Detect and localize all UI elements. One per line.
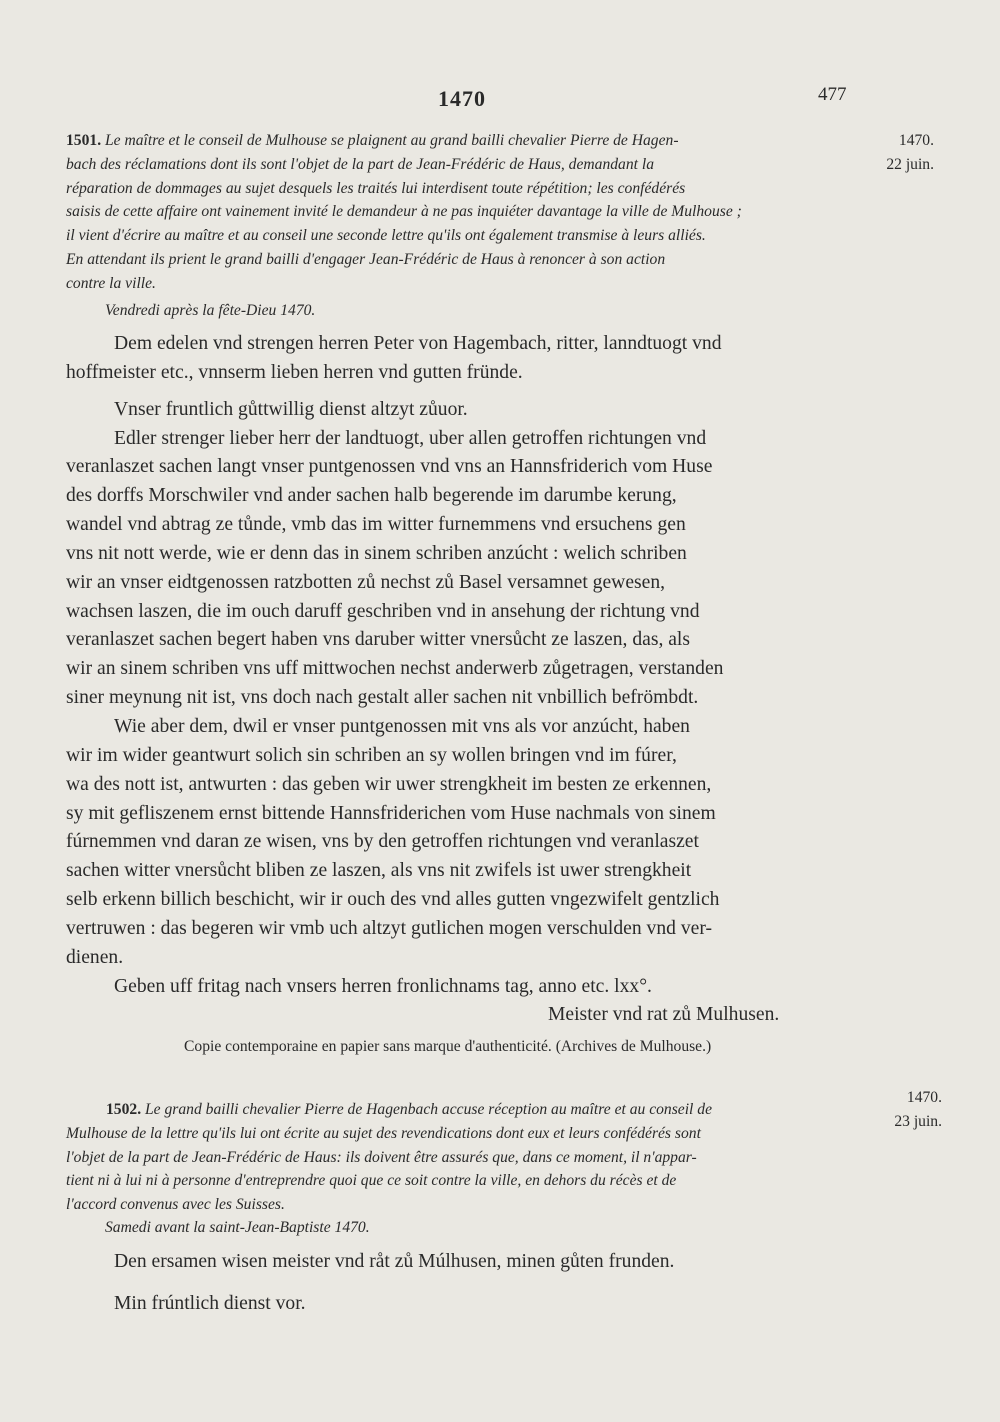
doc-1501-summary-line: contre la ville. <box>66 274 156 292</box>
letter-closing-date: Geben uff fritag nach vnsers herren fronlichnams tag, anno etc. lxx°. <box>114 975 652 997</box>
letter-salutation: Vnser fruntlich gůttwillig dienst altzyt zůuor. <box>114 398 468 420</box>
letter-paragraph: Wie aber dem, dwil er vnser puntgenossen mit vns als vor anzúcht, haben wir im wider geantwurt solich sin schriben an sy wollen bringen vnd im fúrer, wa des nott ist, antwurten : das geben wir uwer strengkheit im besten ze erkennen, sy mit gefliszenem ernst bittende Hannsfriderichen vom Huse nachmals von sinem fúrnemmen vnd daran ze wisen, vns by den getroffen richtungen vnd veranlaszet sachen witter vnersůcht bliben ze laszen, als vns nit zwifels ist uwer strengkheit selb erkenn billich beschicht, wir ir ouch des vnd alles gutten vngezwifelt gentzlich vertruwen : das begeren wir vmb uch altzyt gutlichen mogen verschulden vnd ver- dienen. <box>66 715 720 968</box>
doc-1502-summary-line: l'accord convenus avec les Suisses. <box>66 1196 285 1214</box>
doc-1501-summary-line: En attendant ils prient le grand bailli d'engager Jean-Frédéric de Haus à renoncer à son action <box>66 250 666 268</box>
doc-1501-summary-line: saisis de cette affaire ont vainement invité le demandeur à ne pas inquiéter davantage la ville de Mulhouse ; <box>66 203 742 221</box>
page-number: 477 <box>818 84 847 105</box>
doc-1501-summary <box>66 129 742 296</box>
margin-day: 23 juin. <box>894 1112 942 1130</box>
doc-1501-letter-body <box>66 330 779 1030</box>
doc-1501-dateline: Vendredi après la fête-Dieu 1470. <box>105 302 316 319</box>
doc-1502-address: Den ersamen wisen meister vnd råt zů Múlhusen, minen gůten frunden. <box>114 1251 675 1272</box>
doc-1501-source-note: Copie contemporaine en papier sans marque d'authenticité. (Archives de Mulhouse.) <box>184 1038 712 1055</box>
doc-1502-summary-line: tient ni à lui ni à personne d'entreprendre quoi que ce soit contre la ville, en dehors du récès et de <box>66 1172 677 1190</box>
doc-1501-number: 1501. <box>66 132 102 149</box>
doc-1502-number: 1502. <box>106 1101 142 1118</box>
doc-1502-summary-line: Mulhouse de la lettre qu'ils lui ont écrite au sujet des revendications dont eux et leurs confédérés sont <box>66 1124 701 1142</box>
doc-1502-summary-line: 1502. Le grand bailli chevalier Pierre de Hagenbach accuse réception au maître et au conseil de <box>106 1101 713 1118</box>
doc-1501-summary-line: réparation de dommages au sujet desquels les traités lui interdisent toute répétition; les confédérés <box>66 179 686 197</box>
running-header-year: 1470 <box>438 86 486 111</box>
doc-1501-margin-date <box>872 129 934 177</box>
doc-1502-salutation: Min frúntlich dienst vor. <box>114 1293 306 1314</box>
letter-paragraph: Edler strenger lieber herr der landtuogt, uber allen getroffen richtungen vnd veranlaszet sachen langt vnser puntgenossen vnd vns an Hannsfriderich vom Huse des dorffs Morschwiler vnd ander sachen halb begerende im darumbe kerung, wandel vnd abtrag ze tůnde, vmb das im witter furnemmens vnd ersuchens gen vns nit nott werde, wie er denn das in sinem schriben anzúcht : welich schriben wir an vnser eidtgenossen ratzbotten zů nechst zů Basel versamnet gewesen, wachsen laszen, die im ouch daruff geschriben vnd in ansehung der richtung vnd veranlaszet sachen begert haben vns daruber witter vnersůcht ze laszen, das, als wir an sinem schriben vns uff mittwochen nechst anderwerb zůgetragen, verstanden siner meynung nit ist, vns doch nach gestalt aller sachen nit vnbillich befrömbdt. <box>66 427 724 709</box>
margin-day: 22 juin. <box>886 155 934 173</box>
doc-1501-summary-line: 1501. Le maître et le conseil de Mulhouse se plaignent au grand bailli chevalier Pierre de Hagen- <box>66 132 679 149</box>
letter-address-line: hoffmeister etc., vnnserm lieben herren vnd gutten fründe. <box>66 361 523 383</box>
doc-1502-summary <box>66 1098 712 1217</box>
doc-1501-summary-line: il vient d'écrire au maître et au conseil une seconde lettre qu'ils ont également transmise à leurs alliés. <box>66 227 706 245</box>
doc-1501-summary-line: bach des réclamations dont ils sont l'objet de la part de Jean-Frédéric de Haus, demandant la <box>66 155 655 173</box>
margin-year: 1470. <box>906 1089 942 1106</box>
doc-1502-summary-line: l'objet de la part de Jean-Frédéric de Haus: ils doivent être assurés que, dans ce moment, il n'appar- <box>66 1148 697 1166</box>
margin-year: 1470. <box>898 132 934 149</box>
doc-1502-margin-date <box>880 1086 942 1134</box>
doc-1502-dateline: Samedi avant la saint-Jean-Baptiste 1470. <box>105 1219 370 1236</box>
letter-address-line: Dem edelen vnd strengen herren Peter von Hagembach, ritter, lanndtuogt vnd <box>114 333 722 354</box>
letter-signature: Meister vnd rat zů Mulhusen. <box>548 1004 780 1026</box>
